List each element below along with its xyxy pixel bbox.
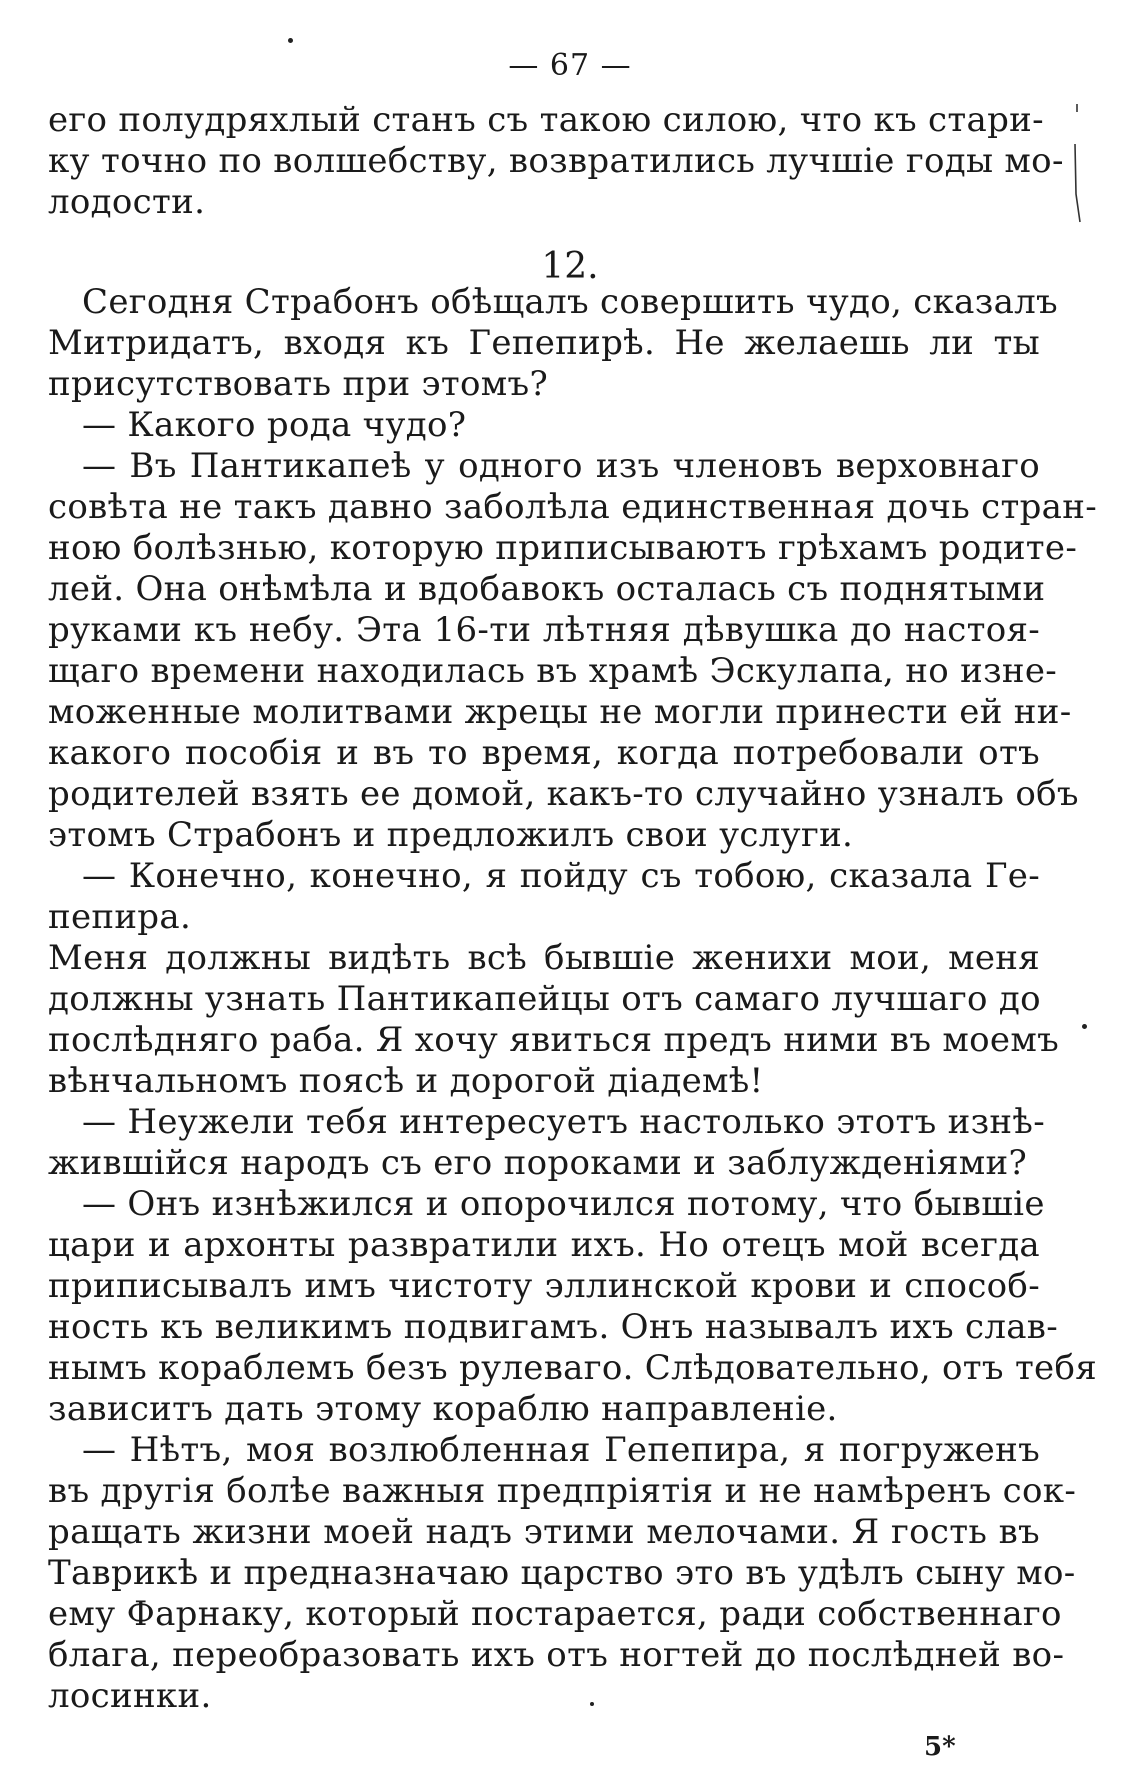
text-line: родителей взять ее домой, какъ-то случайно узналъ объ [48,774,1079,814]
text-line: въ другія болѣе важныя предпріятія и не намѣренъ сок- [48,1471,1077,1511]
text-line: Сегодня Страбонъ обѣщалъ совершить чудо, сказалъ [82,282,1058,322]
text-line: нымъ кораблемъ безъ рулеваго. Слѣдовательно, отъ тебя [48,1348,1097,1388]
text-line: ку точно по волшебству, возвратились лучшіе годы мо- [48,141,1064,181]
text-line: — Въ Пантикапеѣ у одного изъ членовъ верховнаго [82,446,1040,486]
text-line: этомъ Страбонъ и предложилъ свои услуги. [48,815,854,855]
text-line: Меня должны видѣть всѣ бывшіе женихи мои, меня [48,938,1040,978]
text-line: лодости. [48,182,206,222]
speck-mark [288,38,293,43]
text-line: присутствовать при этомъ? [48,364,548,404]
text-line: щаго времени находилась въ храмѣ Эскулапа, но изне- [48,651,1058,691]
text-line: — Нѣтъ, моя возлюбленная Гепепира, я погруженъ [82,1430,1040,1470]
text-line: лосинки. [48,1676,212,1716]
text-line: блага, переобразовать ихъ отъ ногтей до послѣдней во- [48,1635,1065,1675]
continuation-paragraph [48,100,1064,223]
text-line: вѣнчальномъ поясѣ и дорогой діадемѣ! [48,1061,764,1101]
text-line: моженные молитвами жрецы не могли принести ей ни- [48,692,1072,732]
text-line: какого пособія и въ то время, когда потребовали отъ [48,733,1040,773]
signature-mark: 5* [924,1732,956,1762]
page-number: — 67 — [508,48,632,83]
chapter-number: 12. [541,246,599,287]
text-line: ему Фарнаку, который постарается, ради собственнаго [48,1594,1062,1634]
text-line: жившійся народъ съ его пороками и заблужденіями? [48,1143,1027,1183]
text-line: — Какого рода чудо? [82,405,467,445]
text-line: зависитъ дать этому кораблю направленіе. [48,1389,838,1429]
text-line: ность къ великимъ подвигамъ. Онъ называлъ ихъ слав- [48,1307,1059,1347]
margin-line-mark [1072,104,1082,230]
text-line: пепира. [48,897,192,937]
text-line: цари и архонты развратили ихъ. Но отецъ мой всегда [48,1225,1040,1265]
text-line: совѣта не такъ давно заболѣла единственная дочь стран- [48,487,1097,527]
text-line: послѣдняго раба. Я хочу явиться предъ ними въ моемъ [48,1020,1060,1060]
chapter-body [48,282,1097,1717]
text-line: приписывалъ имъ чистоту эллинской крови и способ- [48,1266,1040,1306]
text-line: Митридатъ, входя къ Гепепирѣ. Не желаешь ли ты [48,323,1040,363]
text-line: ною болѣзнью, которую приписываютъ грѣхамъ родите- [48,528,1078,568]
text-line: его полудряхлый станъ съ такою силою, что къ стари- [48,100,1044,140]
speck-mark [590,1702,594,1706]
text-line: руками къ небу. Эта 16-ти лѣтняя дѣвушка до настоя- [48,610,1040,650]
text-line: должны узнать Пантикапейцы отъ самаго лучшаго до [48,979,1041,1019]
text-line: — Конечно, конечно, я пойду съ тобою, сказала Ге- [82,856,1040,896]
speck-mark [1082,1024,1087,1029]
text-line: — Неужели тебя интересуетъ настолько этотъ изнѣ- [82,1102,1045,1142]
text-line: — Онъ изнѣжился и опорочился потому, что бывшіе [82,1184,1045,1224]
text-line: Таврикѣ и предназначаю царство это въ удѣлъ сыну мо- [48,1553,1076,1593]
text-line: лей. Она онѣмѣла и вдобавокъ осталась съ поднятыми [48,569,1046,609]
text-line: ращать жизни моей надъ этими мелочами. Я гость въ [48,1512,1040,1552]
